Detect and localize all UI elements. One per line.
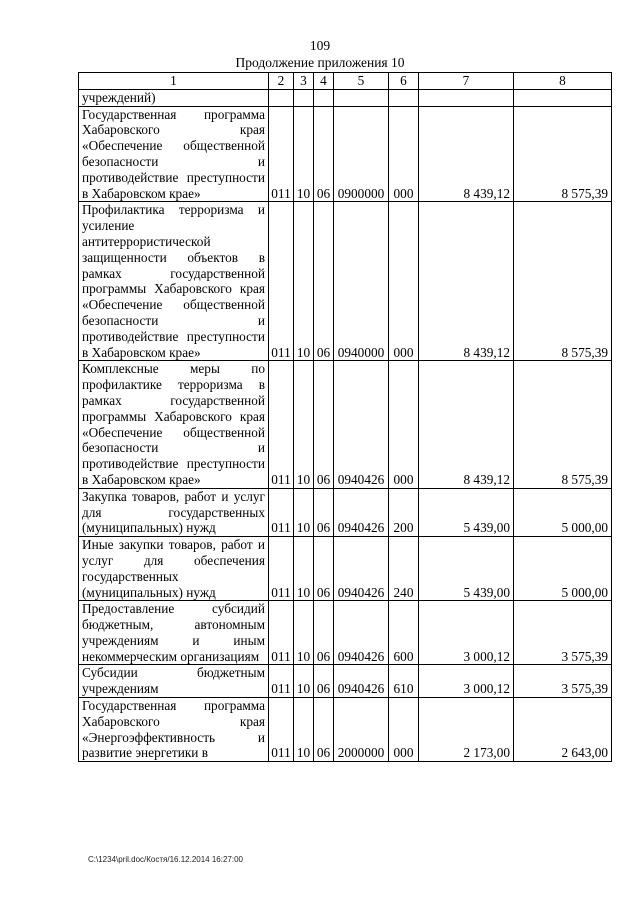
header-cell: 6: [389, 73, 419, 90]
row-name-cell: Субсидии бюджетным учреждениям: [79, 665, 269, 698]
code-3-cell: 10: [294, 698, 314, 762]
code-3-cell: 10: [294, 202, 314, 361]
code-4-cell: 06: [314, 698, 334, 762]
amount-8-cell: 8 575,39: [514, 106, 612, 202]
code-6-cell: 000: [389, 698, 419, 762]
row-name-cell: Государственная программа Хабаровского края «Энергоэффективность и развитие энергетики в: [79, 698, 269, 762]
empty-cell: [314, 89, 334, 106]
empty-cell: [419, 89, 514, 106]
empty-cell: [294, 89, 314, 106]
table-row: [79, 361, 612, 488]
empty-cell: [514, 89, 612, 106]
row-name-cell: Иные закупки товаров, работ и услуг для обеспечения государственных (муниципальных) нужд: [79, 537, 269, 601]
code-5-cell: 0900000: [334, 106, 389, 202]
code-4-cell: 06: [314, 106, 334, 202]
table-row: [79, 106, 612, 202]
amount-7-cell: 3 000,12: [419, 665, 514, 698]
header-cell: 1: [79, 73, 269, 90]
code-2-cell: 011: [269, 106, 294, 202]
code-4-cell: 06: [314, 665, 334, 698]
code-2-cell: 011: [269, 537, 294, 601]
code-5-cell: 0940426: [334, 601, 389, 665]
code-3-cell: 10: [294, 488, 314, 536]
empty-cell: [389, 89, 419, 106]
row-name-cell: Профилактика терроризма и усиление антитеррористической защищенности объектов в рамках государственной программы Хабаровского края «Обеспечение общественной безопасности и противодействие преступности в Хабаровском крае»: [79, 202, 269, 361]
amount-7-cell: 8 439,12: [419, 106, 514, 202]
row-name-cell: Комплексные меры по профилактике терроризма в рамках государственной программы Хабаровского края «Обеспечение общественной безопасности и противодействие преступности в Хабаровском крае»: [79, 361, 269, 488]
header-row: [79, 73, 612, 90]
row-name-cell: Предоставление субсидий бюджетным, автономным учреждениям и иным некоммерческим организациям: [79, 601, 269, 665]
table-row: [79, 601, 612, 665]
amount-7-cell: 5 439,00: [419, 537, 514, 601]
code-3-cell: 10: [294, 361, 314, 488]
header-cell: 3: [294, 73, 314, 90]
table-row: [79, 488, 612, 536]
amount-8-cell: 8 575,39: [514, 202, 612, 361]
code-6-cell: 240: [389, 537, 419, 601]
code-6-cell: 000: [389, 202, 419, 361]
code-4-cell: 06: [314, 537, 334, 601]
empty-cell: [334, 89, 389, 106]
empty-cell: [269, 89, 294, 106]
appendix-subtitle: Продолжение приложения 10: [235, 55, 405, 70]
header-cell: 2: [269, 73, 294, 90]
code-3-cell: 10: [294, 665, 314, 698]
code-6-cell: 610: [389, 665, 419, 698]
table-row: [79, 698, 612, 762]
code-2-cell: 011: [269, 601, 294, 665]
page-number: 109: [309, 38, 331, 53]
header-cell: 4: [314, 73, 334, 90]
amount-7-cell: 8 439,12: [419, 361, 514, 488]
code-2-cell: 011: [269, 361, 294, 488]
table-row: [79, 537, 612, 601]
amount-8-cell: 3 575,39: [514, 601, 612, 665]
code-3-cell: 10: [294, 106, 314, 202]
code-4-cell: 06: [314, 361, 334, 488]
code-3-cell: 10: [294, 601, 314, 665]
amount-8-cell: 5 000,00: [514, 537, 612, 601]
code-2-cell: 011: [269, 698, 294, 762]
table-row: [79, 665, 612, 698]
amount-8-cell: 3 575,39: [514, 665, 612, 698]
code-5-cell: 2000000: [334, 698, 389, 762]
code-3-cell: 10: [294, 537, 314, 601]
amount-7-cell: 8 439,12: [419, 202, 514, 361]
amount-7-cell: 5 439,00: [419, 488, 514, 536]
code-5-cell: 0940426: [334, 361, 389, 488]
code-5-cell: 0940000: [334, 202, 389, 361]
document-footer-path: C:\1234\pril.doc/Костя/16.12.2014 16:27:00: [88, 855, 243, 864]
amount-8-cell: 2 643,00: [514, 698, 612, 762]
code-4-cell: 06: [314, 488, 334, 536]
code-6-cell: 600: [389, 601, 419, 665]
header-cell: 5: [334, 73, 389, 90]
amount-8-cell: 8 575,39: [514, 361, 612, 488]
row-name-cell: Закупка товаров, работ и услуг для государственных (муниципальных) нужд: [79, 488, 269, 536]
code-6-cell: 000: [389, 361, 419, 488]
continuation-text: учреждений): [79, 89, 269, 106]
continuation-row: [79, 89, 612, 106]
code-6-cell: 200: [389, 488, 419, 536]
budget-table: [78, 72, 612, 762]
code-5-cell: 0940426: [334, 665, 389, 698]
header-cell: 7: [419, 73, 514, 90]
code-4-cell: 06: [314, 601, 334, 665]
code-5-cell: 0940426: [334, 537, 389, 601]
code-2-cell: 011: [269, 488, 294, 536]
table-row: [79, 202, 612, 361]
amount-7-cell: 3 000,12: [419, 601, 514, 665]
code-2-cell: 011: [269, 202, 294, 361]
code-5-cell: 0940426: [334, 488, 389, 536]
amount-8-cell: 5 000,00: [514, 488, 612, 536]
row-name-cell: Государственная программа Хабаровского края «Обеспечение общественной безопасности и противодействие преступности в Хабаровском крае»: [79, 106, 269, 202]
amount-7-cell: 2 173,00: [419, 698, 514, 762]
code-2-cell: 011: [269, 665, 294, 698]
code-6-cell: 000: [389, 106, 419, 202]
header-cell: 8: [514, 73, 612, 90]
code-4-cell: 06: [314, 202, 334, 361]
